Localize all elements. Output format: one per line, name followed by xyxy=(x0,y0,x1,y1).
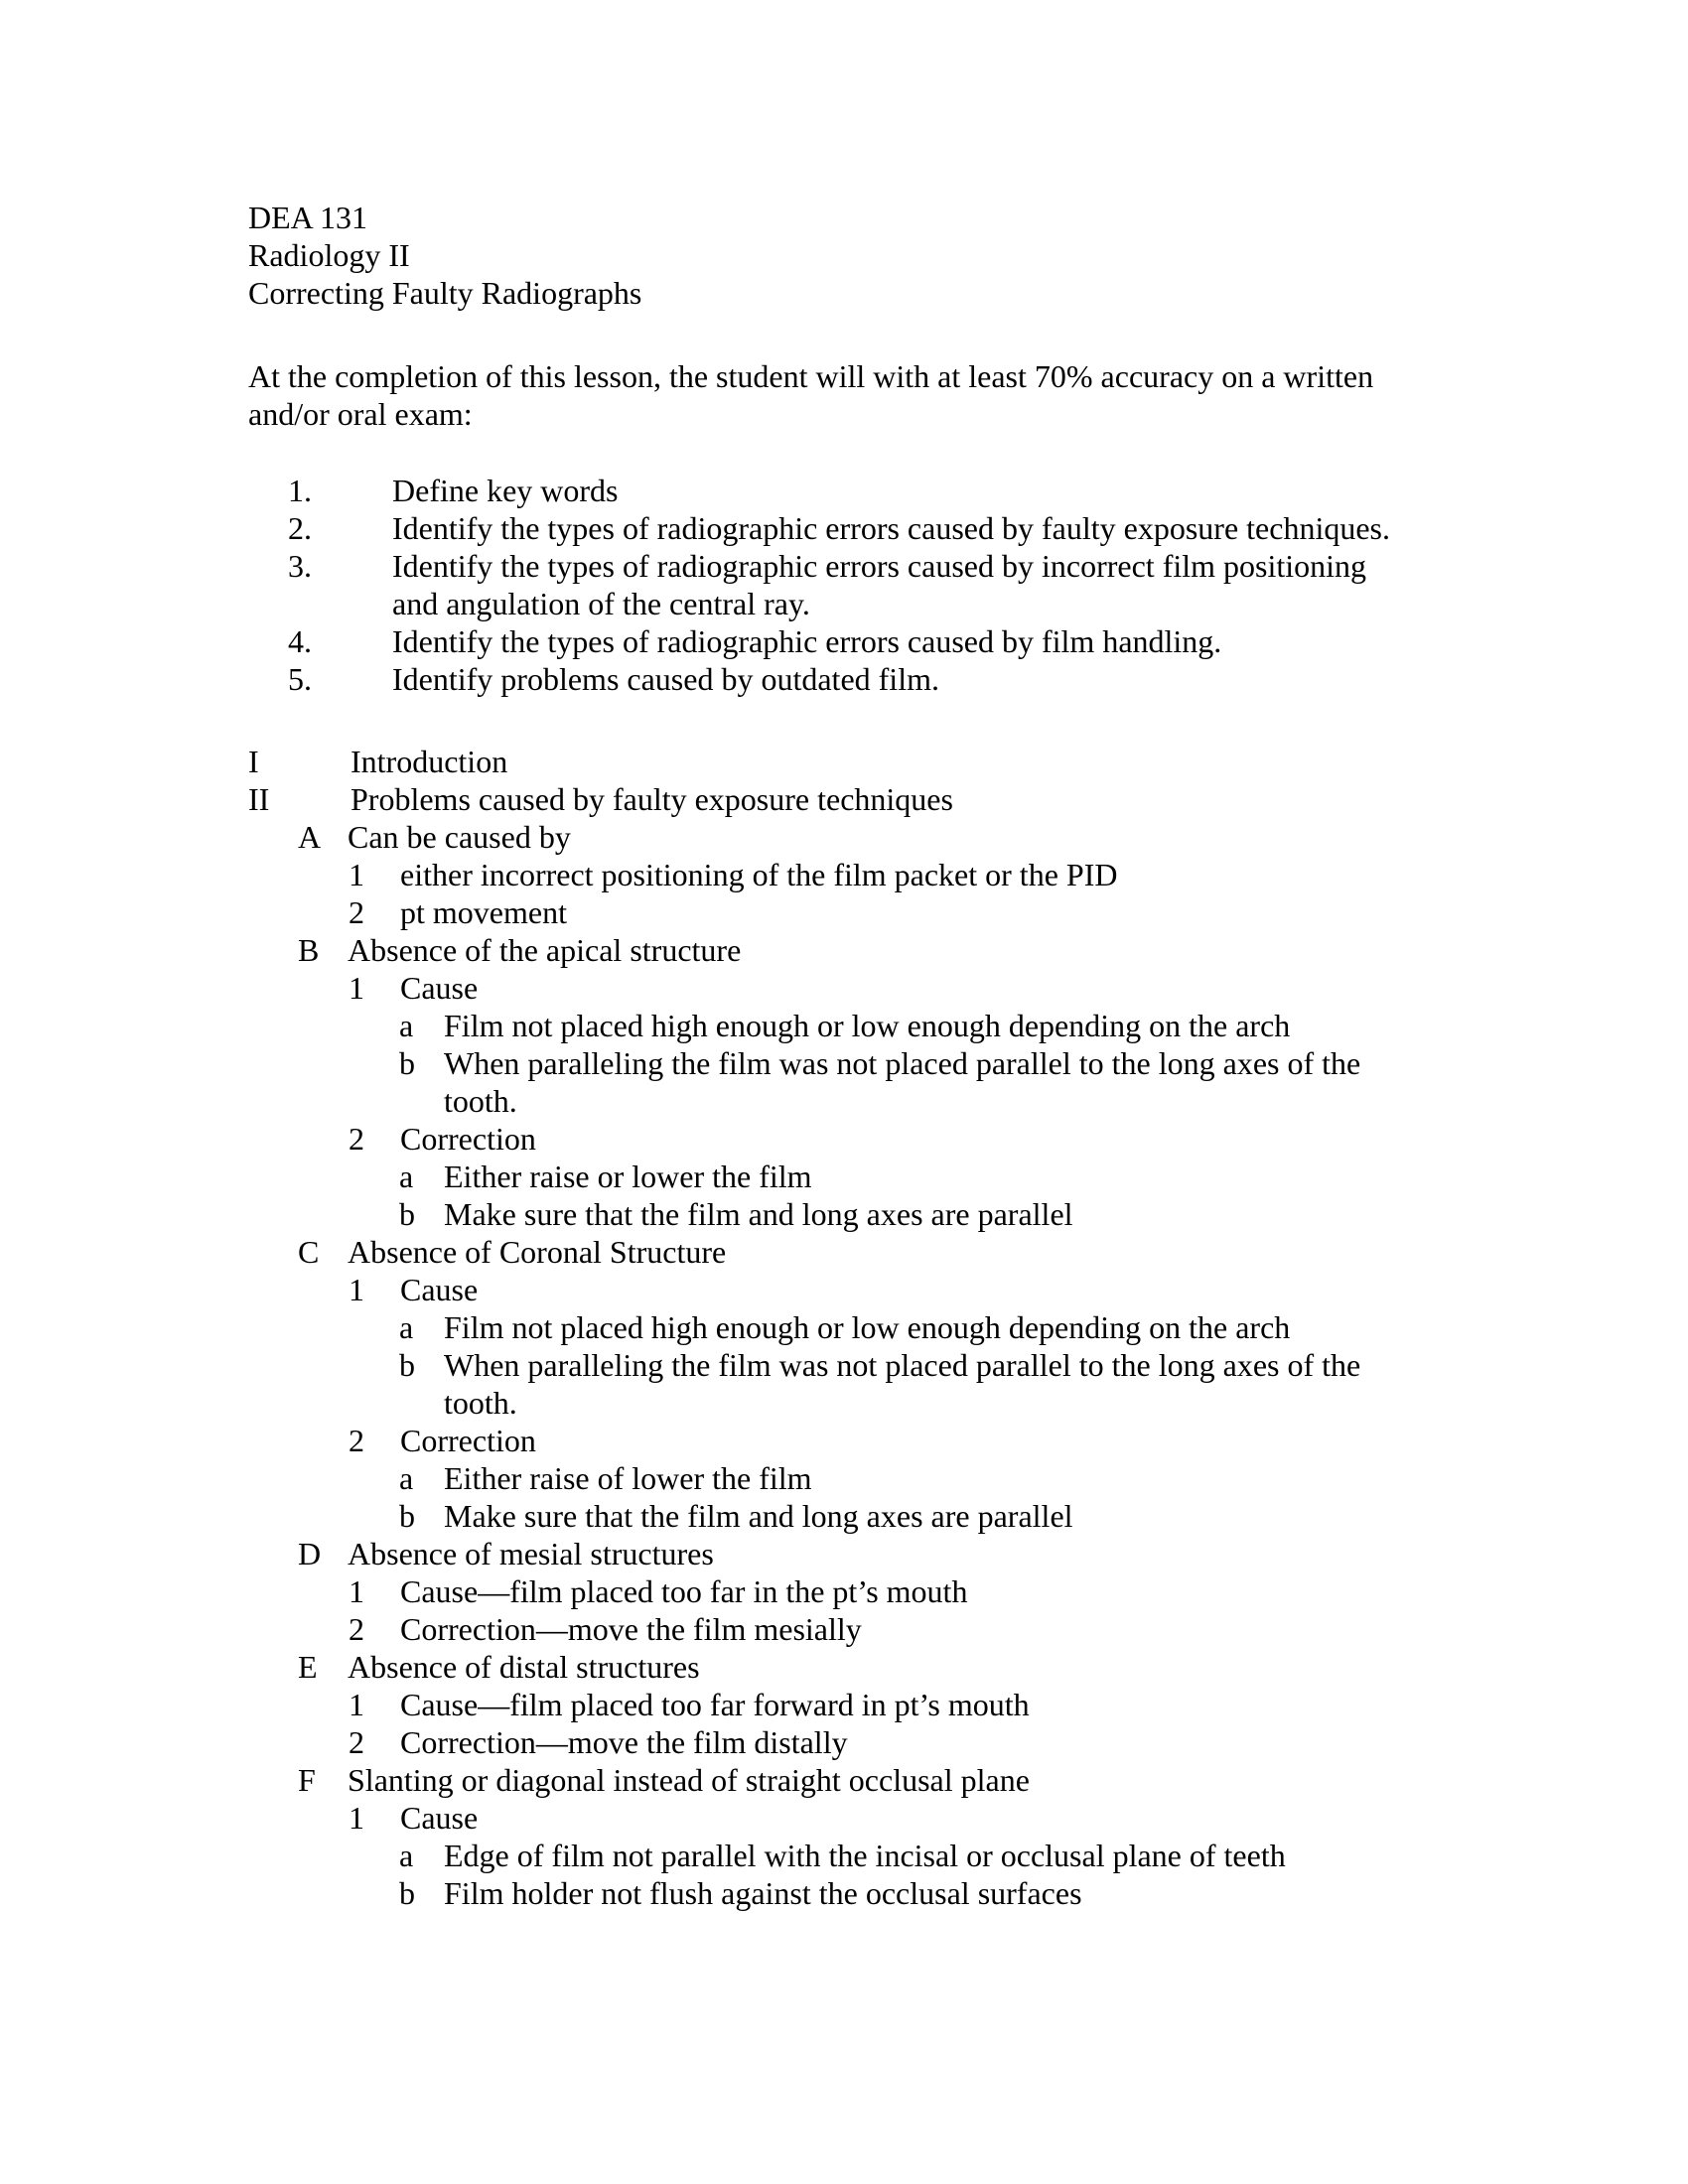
outline-label: b xyxy=(399,1196,415,1232)
outline-item xyxy=(248,1535,1450,1572)
outline-text: pt movement xyxy=(400,894,567,930)
outline-label: 1 xyxy=(349,970,364,1006)
objective-statement xyxy=(248,357,1450,433)
outline-label: E xyxy=(298,1649,318,1685)
outline-text: tooth. xyxy=(444,1385,517,1421)
outline-item xyxy=(248,1837,1450,1874)
outline-item xyxy=(248,1686,1450,1723)
outline-text: either incorrect positioning of the film packet or the PID xyxy=(400,857,1118,892)
outline-text: Can be caused by xyxy=(348,819,571,855)
outline-item xyxy=(248,1308,1450,1346)
outline-label: b xyxy=(399,1045,415,1081)
outline-item xyxy=(248,1761,1450,1799)
outline-text: Absence of the apical structure xyxy=(348,932,742,968)
course-code: DEA 131 xyxy=(248,200,367,235)
outline-text: Cause xyxy=(400,1800,479,1836)
outline-label: C xyxy=(298,1234,320,1270)
outline-item xyxy=(248,1158,1450,1195)
objective-number: 5. xyxy=(288,661,312,697)
outline-label: 1 xyxy=(349,1687,364,1722)
outline-text: Cause xyxy=(400,970,479,1006)
outline-item xyxy=(248,780,1450,818)
outline-text: Film not placed high enough or low enough depending on the arch xyxy=(444,1008,1291,1043)
outline-item xyxy=(248,1120,1450,1158)
outline-text: Either raise of lower the film xyxy=(444,1460,812,1496)
objective-item xyxy=(248,585,1450,622)
objective-text: Identify the types of radiographic errors caused by incorrect film positioning xyxy=(392,548,1367,584)
outline-item xyxy=(248,856,1450,893)
objective-number: 1. xyxy=(288,473,312,508)
outline-item xyxy=(248,1082,1450,1120)
objective-number: 3. xyxy=(288,548,312,584)
outline-item xyxy=(248,1044,1450,1082)
outline-label: 1 xyxy=(349,1800,364,1836)
outline-item xyxy=(248,1384,1450,1422)
outline-text: Cause—film placed too far in the pt’s mouth xyxy=(400,1573,968,1609)
outline-label: a xyxy=(399,1008,414,1043)
document-header xyxy=(248,199,1450,312)
objective-number: 4. xyxy=(288,623,312,659)
outline-item xyxy=(248,743,1450,780)
outline-label: D xyxy=(298,1536,322,1571)
outline-text: Film not placed high enough or low enough depending on the arch xyxy=(444,1309,1291,1345)
outline-label: a xyxy=(399,1309,414,1345)
outline-text: Absence of mesial structures xyxy=(348,1536,714,1571)
objective-text: Identify the types of radiographic errors caused by film handling. xyxy=(392,623,1222,659)
outline-label: 2 xyxy=(349,1423,364,1458)
outline-label: 2 xyxy=(349,894,364,930)
outline-label: a xyxy=(399,1460,414,1496)
outline-text: Edge of film not parallel with the incisal or occlusal plane of teeth xyxy=(444,1838,1286,1873)
outline-item xyxy=(248,1459,1450,1497)
outline-item xyxy=(248,1195,1450,1233)
outline-text: Cause xyxy=(400,1272,479,1307)
course-name: Radiology II xyxy=(248,237,410,273)
outline-item xyxy=(248,818,1450,856)
outline-item xyxy=(248,969,1450,1007)
outline-item xyxy=(248,1610,1450,1648)
outline-item xyxy=(248,1271,1450,1308)
objective-text: Identify problems caused by outdated film. xyxy=(392,661,939,697)
document-title: Correcting Faulty Radiographs xyxy=(248,275,642,311)
outline-label: I xyxy=(248,744,259,779)
objective-text: and angulation of the central ray. xyxy=(392,586,810,621)
outline-text: Make sure that the film and long axes are parallel xyxy=(444,1196,1073,1232)
outline-label: a xyxy=(399,1159,414,1194)
outline-item xyxy=(248,1648,1450,1686)
outline-label: 2 xyxy=(349,1611,364,1647)
objective-text: Define key words xyxy=(392,473,619,508)
outline-text: Correction—move the film distally xyxy=(400,1724,848,1760)
outline-item xyxy=(248,1007,1450,1044)
outline-text: Film holder not flush against the occlusal surfaces xyxy=(444,1875,1082,1911)
outline-label: II xyxy=(248,781,270,817)
objectives-list xyxy=(248,472,1450,698)
objective-item xyxy=(248,660,1450,698)
outline-label: 1 xyxy=(349,1272,364,1307)
outline-text: Slanting or diagonal instead of straight occlusal plane xyxy=(348,1762,1030,1798)
outline-item xyxy=(248,1422,1450,1459)
outline-label: 2 xyxy=(349,1121,364,1157)
outline-item xyxy=(248,1572,1450,1610)
outline-label: 1 xyxy=(349,1573,364,1609)
objective-item xyxy=(248,622,1450,660)
outline-item xyxy=(248,1799,1450,1837)
outline-list xyxy=(248,743,1450,1912)
outline-text: Introduction xyxy=(351,744,508,779)
outline-label: B xyxy=(298,932,320,968)
objective-item xyxy=(248,547,1450,585)
outline-label: 2 xyxy=(349,1724,364,1760)
outline-label: b xyxy=(399,1498,415,1534)
objective-number: 2. xyxy=(288,510,312,546)
outline-label: b xyxy=(399,1347,415,1383)
outline-label: a xyxy=(399,1838,414,1873)
outline-label: b xyxy=(399,1875,415,1911)
outline-text: Make sure that the film and long axes are parallel xyxy=(444,1498,1073,1534)
outline-item xyxy=(248,1233,1450,1271)
outline-text: Absence of distal structures xyxy=(348,1649,700,1685)
outline-item xyxy=(248,1497,1450,1535)
intro-line: At the completion of this lesson, the student will with at least 70% accuracy on a written xyxy=(248,358,1374,394)
outline-item xyxy=(248,1346,1450,1384)
outline-text: Absence of Coronal Structure xyxy=(348,1234,727,1270)
outline-label: F xyxy=(298,1762,316,1798)
outline-item xyxy=(248,1723,1450,1761)
intro-line: and/or oral exam: xyxy=(248,396,473,432)
outline-item xyxy=(248,893,1450,931)
outline-text: Correction xyxy=(400,1423,536,1458)
outline-text: Problems caused by faulty exposure techniques xyxy=(351,781,953,817)
outline-text: Correction—move the film mesially xyxy=(400,1611,862,1647)
outline-text: Correction xyxy=(400,1121,536,1157)
objective-item xyxy=(248,509,1450,547)
outline-item xyxy=(248,931,1450,969)
outline-text: When paralleling the film was not placed parallel to the long axes of the xyxy=(444,1347,1361,1383)
objective-text: Identify the types of radiographic errors caused by faulty exposure techniques. xyxy=(392,510,1390,546)
outline-text: Either raise or lower the film xyxy=(444,1159,812,1194)
objective-item xyxy=(248,472,1450,509)
outline-text: When paralleling the film was not placed parallel to the long axes of the xyxy=(444,1045,1361,1081)
outline-item xyxy=(248,1874,1450,1912)
outline-label: 1 xyxy=(349,857,364,892)
outline-text: tooth. xyxy=(444,1083,517,1119)
outline-label: A xyxy=(298,819,322,855)
outline-text: Cause—film placed too far forward in pt’s mouth xyxy=(400,1687,1030,1722)
